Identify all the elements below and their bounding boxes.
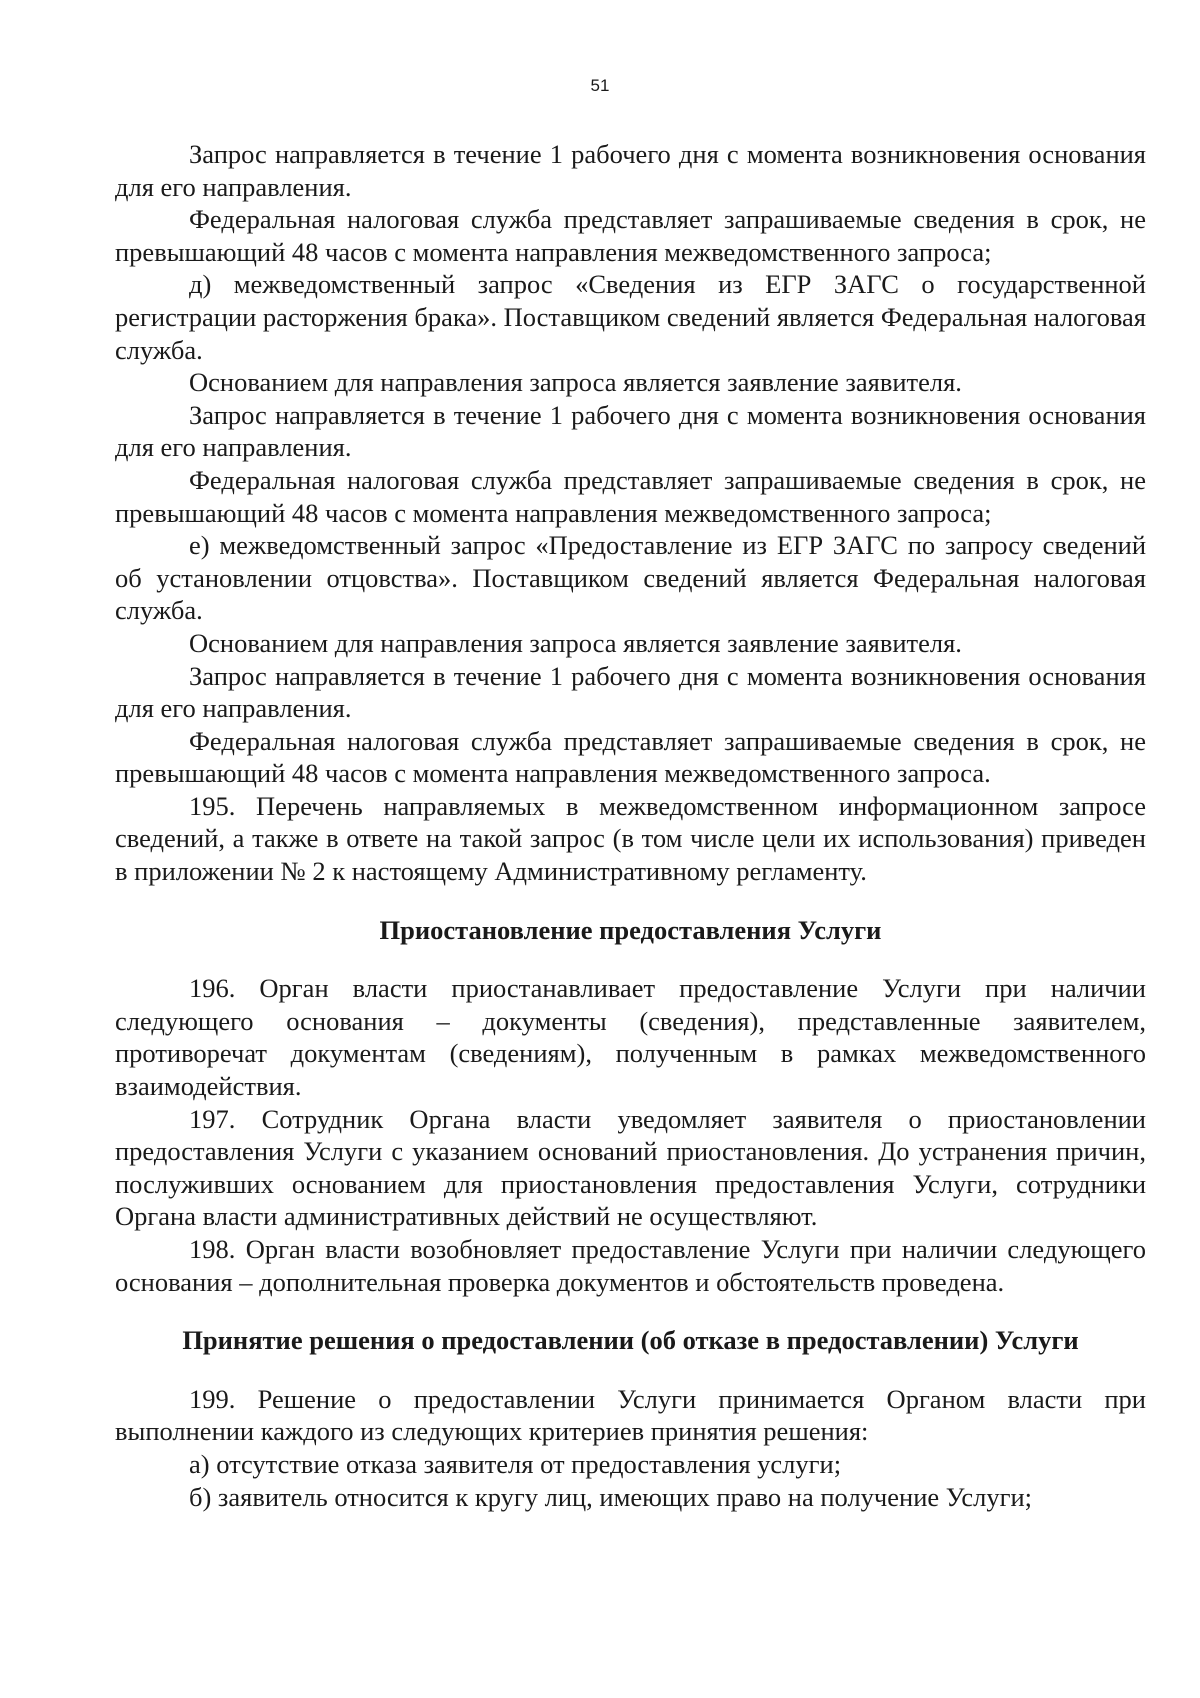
paragraph-item-b: б) заявитель относится к кругу лиц, имеющих право на получение Услуги; — [189, 1481, 1032, 1512]
paragraph-196: 196. Орган власти приостанавливает предоставление Услуги при наличии следующего основания – документы (сведения), представленные заявителем, противоречат документам (сведениям), полученным в рамках межведомственного взаимодействия. — [115, 973, 1146, 1102]
paragraph: Федеральная налоговая служба представляет запрашиваемые сведения в срок, не превышающий 48 часов с момента направления межведомственного запроса. — [115, 725, 1146, 789]
paragraph-199: 199. Решение о предоставлении Услуги принимается Органом власти при выполнении каждого из следующих критериев принятия решения: — [115, 1383, 1146, 1447]
paragraph: Федеральная налоговая служба представляет запрашиваемые сведения в срок, не превышающий 48 часов с момента направления межведомственного запроса; — [115, 204, 1146, 267]
paragraph: Федеральная налоговая служба представляет запрашиваемые сведения в срок, не превышающий 48 часов с момента направления межведомственного запроса; — [115, 464, 1146, 528]
paragraph-195: 195. Перечень направляемых в межведомственном информационном запросе сведений, а также в ответе на такой запрос (в том числе цели их использования) приведен в приложении № 2 к настоящему Административному регламенту. — [115, 790, 1146, 887]
paragraph: Запрос направляется в течение 1 рабочего дня с момента возникновения основания для его направления. — [115, 139, 1146, 202]
paragraph-item-d: д) межведомственный запрос «Сведения из ЕГР ЗАГС о государственной регистрации расторжения брака». Поставщиком сведений является Федеральная налоговая служба. — [115, 269, 1146, 365]
page-number: 51 — [590, 76, 610, 95]
paragraph-item-a: а) отсутствие отказа заявителя от предоставления услуги; — [189, 1448, 842, 1479]
paragraph-item-e: е) межведомственный запрос «Предоставление из ЕГР ЗАГС по запросу сведений об установлении отцовства». Поставщиком сведений является Федеральная налоговая служба. — [115, 530, 1146, 626]
section-heading-decision: Принятие решения о предоставлении (об отказе в предоставлении) Услуги — [182, 1325, 1079, 1356]
paragraph: Основанием для направления запроса является заявление заявителя. — [189, 627, 962, 658]
paragraph: Запрос направляется в течение 1 рабочего дня с момента возникновения основания для его направления. — [115, 660, 1146, 724]
document-body — [115, 138, 1146, 1513]
section-heading-suspension: Приостановление предоставления Услуги — [379, 914, 882, 945]
paragraph-197: 197. Сотрудник Органа власти уведомляет заявителя о приостановлении предоставления Услуги с указанием оснований приостановления. До устранения причин, послуживших основанием для приостановления предоставления Услуги, сотрудники Органа власти административных действий не осуществляют. — [115, 1103, 1146, 1232]
paragraph: Основанием для направления запроса является заявление заявителя. — [189, 367, 962, 398]
paragraph-198: 198. Орган власти возобновляет предоставление Услуги при наличии следующего основания – дополнительная проверка документов и обстоятельств проведена. — [115, 1234, 1146, 1297]
paragraph: Запрос направляется в течение 1 рабочего дня с момента возникновения основания для его направления. — [115, 399, 1146, 463]
